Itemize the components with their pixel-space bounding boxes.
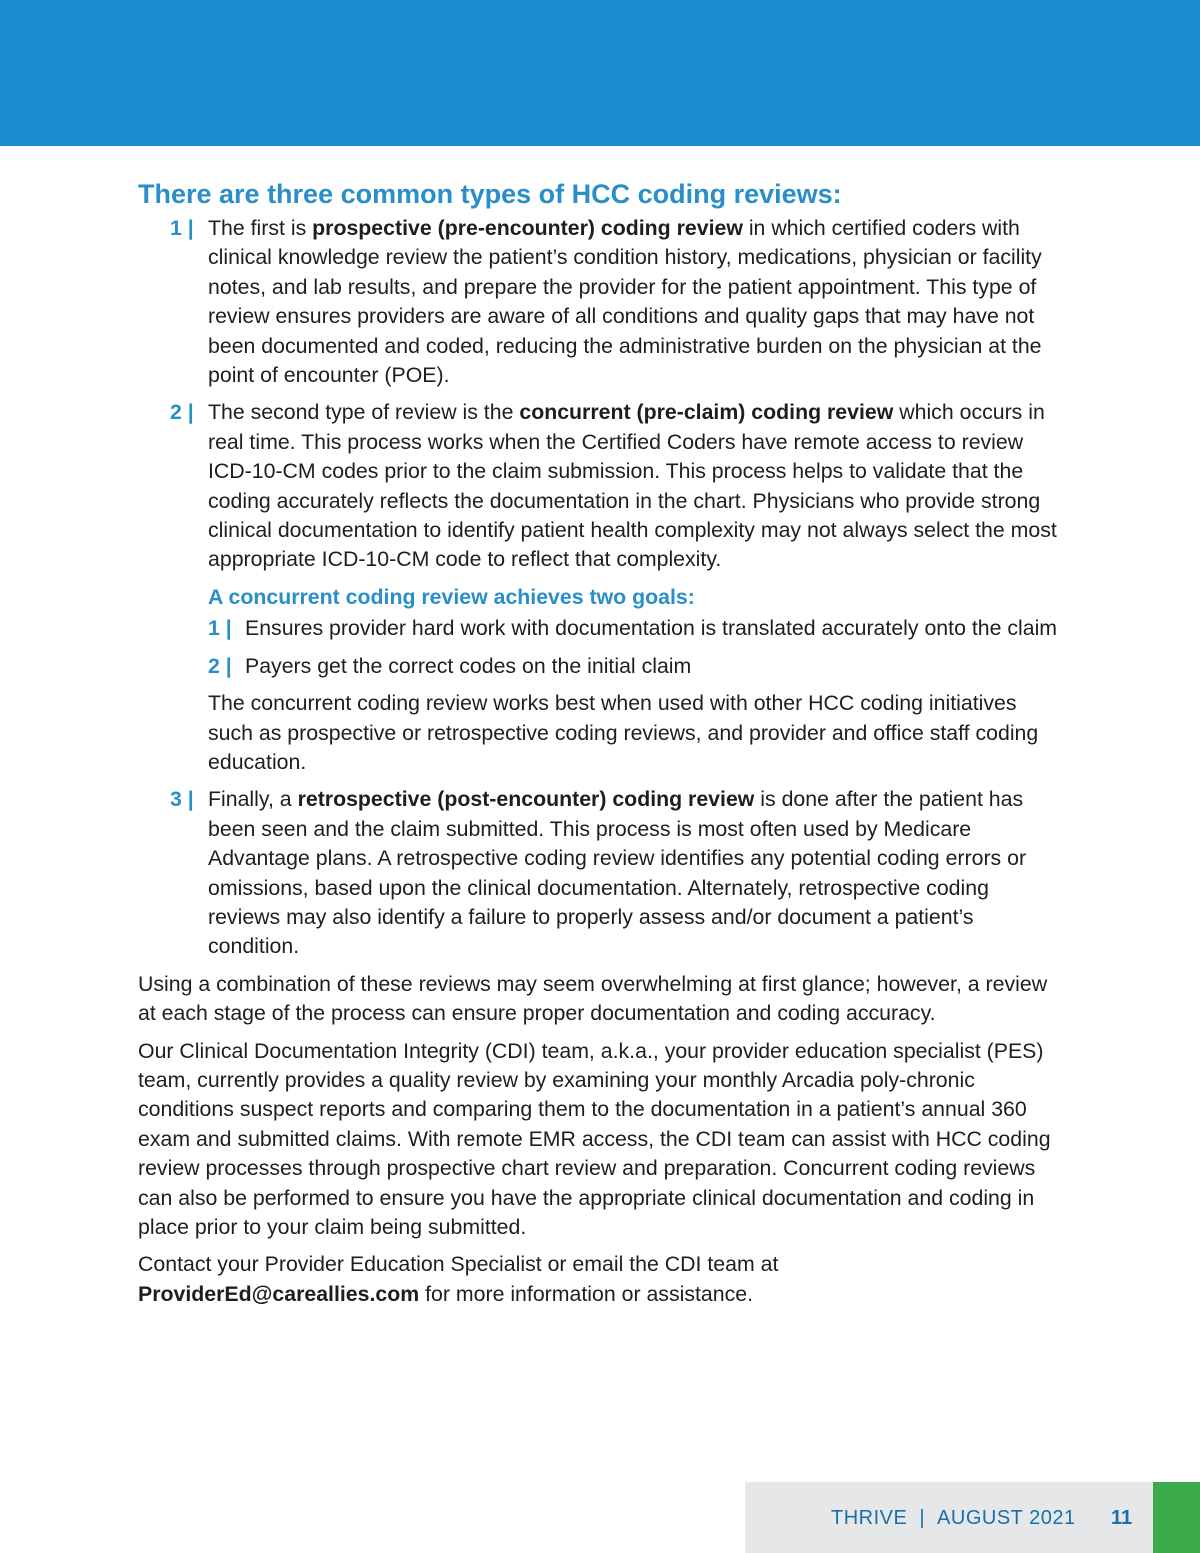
item-number: 2 | xyxy=(170,400,194,425)
goal-text: Payers get the correct codes on the initial claim xyxy=(245,653,692,678)
goals-note: The concurrent coding review works best when used with other HCC coding initiatives such as prospective or retrospective coding reviews, and provider and office staff coding education. xyxy=(208,691,1039,774)
goals-heading: A concurrent coding review achieves two goals: xyxy=(208,584,695,609)
issue-date: AUGUST 2021 xyxy=(937,1507,1076,1529)
page-number: 11 xyxy=(1111,1507,1133,1529)
concurrent-goals xyxy=(208,583,1058,777)
item-text-body: which occurs in real time. This process works when the Certified Coders have remote access to review ICD-10-CM codes prior to the claim submission. This process helps to validate that the coding accurately reflects the documentation in the chart. Physicians who provide strong clinical documentation to identify patient health complexity may not always select the most appropriate ICD-10-CM code to reflect that complexity. xyxy=(208,400,1057,572)
review-item-retrospective xyxy=(138,785,1058,961)
footer-separator: | xyxy=(919,1507,926,1529)
contact-email-link[interactable]: ProviderEd@careallies.com xyxy=(138,1281,420,1306)
item-text-intro: The first is xyxy=(208,216,313,240)
item-number: 1 | xyxy=(170,216,194,240)
section-heading: There are three common types of HCC coding reviews: xyxy=(138,179,842,209)
footer-publication-line xyxy=(831,1504,1076,1532)
paragraph-combination: Using a combination of these reviews may seem overwhelming at first glance; however, a review at each stage of the process can ensure proper documentation and coding accuracy. xyxy=(138,971,1048,1026)
item-text-body: is done after the patient has been seen and the claim submitted. This process is most often used by Medicare Advantage plans. A retrospective coding review identifies any potential coding errors or omissions, based upon the clinical documentation. Alternately, retrospective coding reviews may also identify a failure to properly assess and/or document a patient’s condition. xyxy=(208,787,1027,959)
item-term: concurrent (pre-claim) coding review xyxy=(519,400,894,425)
goal-number: 1 | xyxy=(208,616,232,641)
item-text-intro: Finally, a xyxy=(208,787,298,812)
goal-number: 2 | xyxy=(208,653,232,678)
goal-text: Ensures provider hard work with documentation is translated accurately onto the claim xyxy=(245,616,1058,641)
goal-item xyxy=(208,614,1058,643)
contact-intro: Contact your Provider Education Specialist or email the CDI team at xyxy=(138,1252,779,1277)
green-page-tab xyxy=(1153,1482,1200,1553)
item-number: 3 | xyxy=(170,787,194,812)
item-text-body: in which certified coders with clinical knowledge review the patient’s condition history, medications, physician or facility notes, and lab results, and prepare the provider for the patient appointment. This type of review ensures providers are aware of all conditions and quality gaps that may have not been documented and coded, reducing the administrative burden on the physician at the point of encounter (POE). xyxy=(208,216,1042,388)
item-term: retrospective (post-encounter) coding review xyxy=(297,787,755,812)
paragraph-contact xyxy=(138,1250,1058,1309)
review-item-concurrent xyxy=(138,398,1058,777)
contact-outro: for more information or assistance. xyxy=(419,1281,753,1306)
item-term: prospective (pre-encounter) coding review xyxy=(312,216,743,240)
paragraph-cdi-team: Our Clinical Documentation Integrity (CDI) team, a.k.a., your provider education specialist (PES) team, currently provides a quality review by examining your monthly Arcadia poly-chronic conditions suspect reports and comparing them to the documentation in a patient’s annual 360 exam and submitted claims. With remote EMR access, the CDI team can assist with HCC coding review processes through prospective chart review and preparation. Concurrent coding reviews can also be performed to ensure you have the appropriate clinical documentation and coding in place prior to your claim being submitted. xyxy=(138,1038,1051,1239)
goal-item xyxy=(208,652,1058,681)
item-text-intro: The second type of review is the xyxy=(208,400,520,425)
header-band xyxy=(0,0,1200,146)
article-body xyxy=(138,176,1058,1317)
publication-name: THRIVE xyxy=(831,1507,908,1529)
review-item-prospective xyxy=(138,214,1058,390)
